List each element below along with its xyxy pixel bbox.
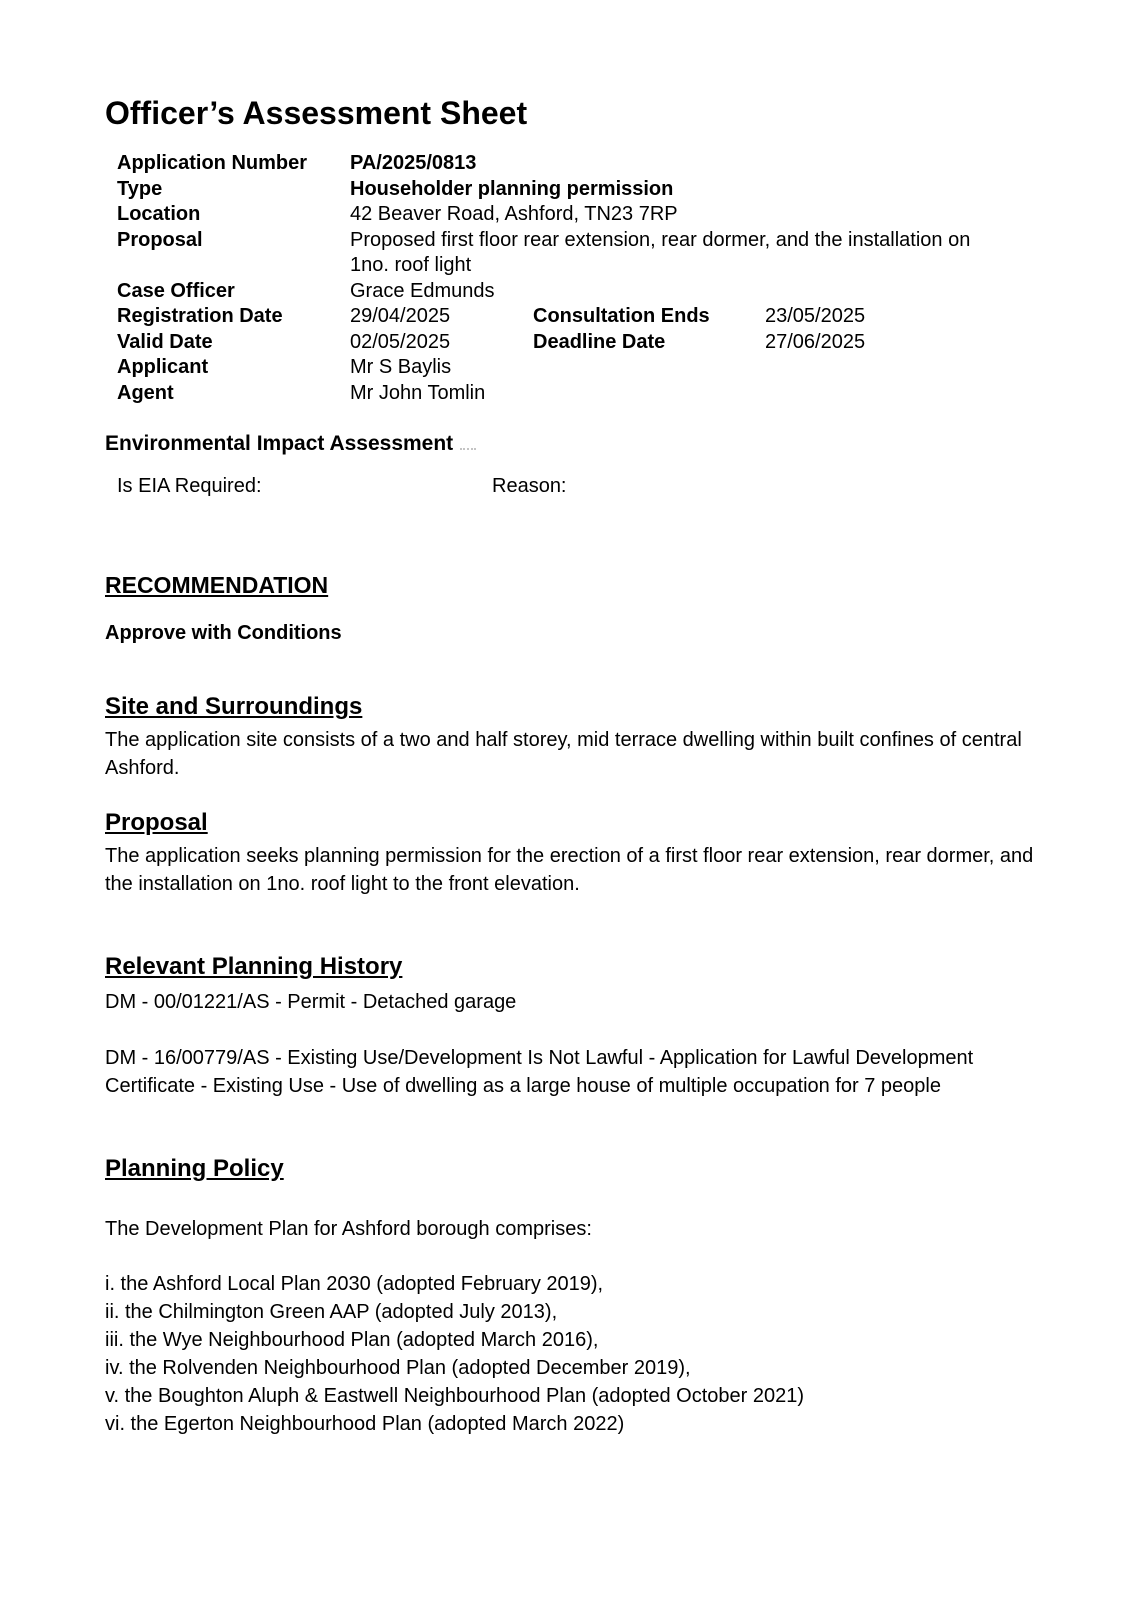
recommendation-heading: RECOMMENDATION [105,572,329,598]
page-title: Officer’s Assessment Sheet [105,95,528,131]
meta-label: Location [117,203,201,225]
meta-row-proposal [117,228,1035,279]
policy-list-item: vi. the Egerton Neighbourhood Plan (adopted March 2022) [105,1413,625,1435]
policy-list-item: ii. the Chilmington Green AAP (adopted July 2013), [105,1301,558,1323]
meta-label: Applicant [117,356,209,378]
meta-row-type [117,177,1035,203]
meta-row-agent [117,381,1035,407]
meta-label: Proposal [117,228,203,251]
meta-label: Valid Date [117,330,213,353]
valid-date-value: 02/05/2025 [350,330,451,353]
policy-list-item: iv. the Rolvenden Neighbourhood Plan (adopted December 2019), [105,1357,691,1379]
proposal-value: Proposed first floor rear extension, rear dormer, and the installation on 1no. roof light [350,228,971,276]
policy-list-item: iii. the Wye Neighbourhood Plan (adopted March 2016), [105,1329,599,1351]
site-and-surroundings-heading: Site and Surroundings [105,693,363,720]
recommendation-value: Approve with Conditions [105,622,342,644]
planning-history-entry: DM - 00/01221/AS - Permit - Detached garage [105,991,517,1013]
site-and-surroundings-body: The application site consists of a two and half storey, mid terrace dwelling within built confines of central Ashford. [105,729,1022,779]
policy-list-item: v. the Boughton Aluph & Eastwell Neighbourhood Plan (adopted October 2021) [105,1385,804,1407]
case-officer-value: Grace Edmunds [350,279,495,302]
policy-list-item: i. the Ashford Local Plan 2030 (adopted February 2019), [105,1273,604,1295]
eia-heading-text: Environmental Impact Assessment [105,432,454,455]
meta-label: Application Number [117,152,308,174]
planning-history-entry: DM - 16/00779/AS - Existing Use/Development Is Not Lawful - Application for Lawful Development Certificate - Existing Use - Use of dwelling as a large house of multiple occupation for 7 people [105,1047,974,1097]
application-type-value: Householder planning permission [350,177,674,200]
eia-required-label: Is EIA Required: [117,475,262,497]
consultation-ends-value: 23/05/2025 [765,305,866,327]
planning-policy-heading: Planning Policy [105,1155,284,1182]
meta-row-application-number [117,151,1035,177]
applicant-value: Mr S Baylis [350,356,452,378]
eia-reason-label: Reason: [492,475,567,497]
meta-row-valid-date [117,330,1035,356]
meta-row-applicant [117,355,1035,381]
eia-fields-row [117,473,1035,500]
meta-label: Case Officer [117,279,235,302]
planning-policy-intro: The Development Plan for Ashford borough comprises: [105,1218,592,1240]
meta-row-location [117,202,1035,228]
meta-row-registration-date [117,304,1035,330]
dotted-placeholder-icon [460,446,476,450]
registration-date-value: 29/04/2025 [350,305,451,327]
location-value: 42 Beaver Road, Ashford, TN23 7RP [350,203,678,225]
application-number-value: PA/2025/0813 [350,152,477,174]
meta-label: Registration Date [117,305,283,327]
proposal-body: The application seeks planning permission for the erection of a first floor rear extension, rear dormer, and the installation on 1no. roof light to the front elevation. [105,845,1034,895]
meta-row-case-officer [117,279,1035,305]
agent-value: Mr John Tomlin [350,381,486,404]
eia-section-heading [105,430,1035,457]
meta-label: Consultation Ends [533,305,710,327]
proposal-heading: Proposal [105,809,208,836]
planning-policy-list [105,1270,1035,1438]
meta-label: Agent [117,381,174,404]
deadline-date-value: 27/06/2025 [765,330,866,353]
planning-history-heading: Relevant Planning History [105,953,403,980]
meta-label: Deadline Date [533,330,666,353]
application-meta [117,151,1035,406]
meta-label: Type [117,177,163,200]
